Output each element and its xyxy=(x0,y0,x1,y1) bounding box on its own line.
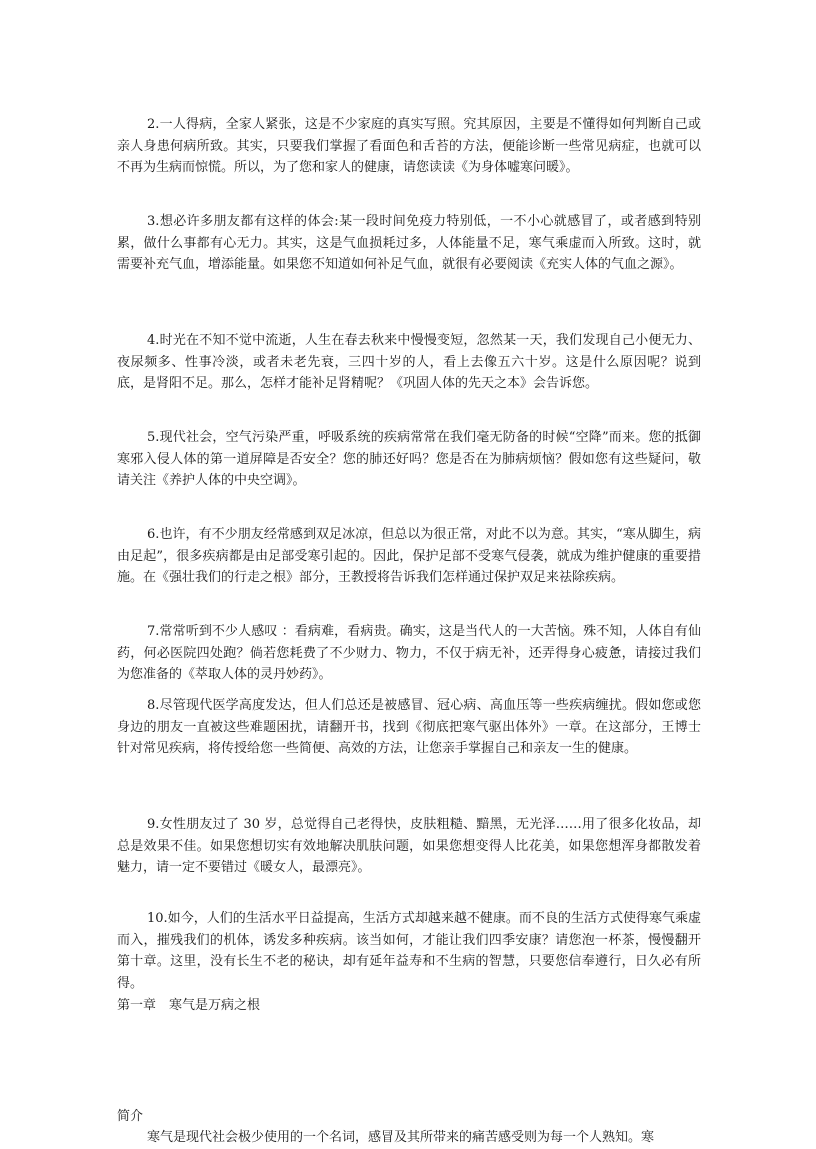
paragraph-6: 6.也许，有不少朋友经常感到双足冰凉，但总以为很正常，对此不以为意。其实，“寒从脚生，病由足起”，很多疾病都是由足部受寒引起的。因此，保护足部不受寒气侵袭，就成为维护健康的重要措施。在《强壮我们的行走之根》部分，王教授将告诉我们怎样通过保护双足来祛除疾病。 xyxy=(117,527,701,585)
paragraph-8: 8.尽管现代医学高度发达，但人们总还是被感冒、冠心病、高血压等一些疾病缠扰。假如您或您身边的朋友一直被这些难题困扰，请翻开书，找到《彻底把寒气驱出体外》一章。在这部分，王博士针对常见疾病，将传授给您一些简便、高效的方法，让您亲手掌握自己和亲友一生的健康。 xyxy=(117,698,701,756)
chapter-title: 第一章 寒气是万病之根 xyxy=(117,998,261,1013)
paragraph-10: 10.如今，人们的生活水平日益提高，生活方式却越来越不健康。而不良的生活方式使得寒气乘虚而入，摧残我们的机体，诱发多种疾病。该当如何，才能让我们四季安康？请您泡一杯茶，慢慢翻开第十章。这里，没有长生不老的秘诀，却有延年益寿和不生病的智慧，只要您信奉遵行，日久必有所得。 xyxy=(117,911,701,991)
paragraph-2: 2.一人得病，全家人紧张，这是不少家庭的真实写照。究其原因，主要是不懂得如何判断自己或亲人身患何病所致。其实，只要我们掌握了看面色和舌苔的方法，便能诊断一些常见病症，也就可以不再为生病而惊慌。所以，为了您和家人的健康，请您读读《为身体嘘寒问暖》。 xyxy=(117,117,701,175)
paragraph-7: 7.常常听到不少人感叹 ：看病难，看病贵。确实，这是当代人的一大苦恼。殊不知，人体自有仙药，何必医院四处跑？倘若您耗费了不少财力、物力，不仅于病无补，还弄得身心疲惫，请接过我们为您准备的《萃取人体的灵丹妙药》。 xyxy=(117,624,701,682)
paragraph-5: 5.现代社会，空气污染严重，呼吸系统的疾病常常在我们毫无防备的时候“空降”而来。您的抵御寒邪入侵人体的第一道屏障是否安全？您的肺还好吗？您是否在为肺病烦恼？假如您有这些疑问，敬请关注《养护人体的中央空调》。 xyxy=(117,430,701,488)
intro-paragraph: 寒气是现代社会极少使用的一个名词，感冒及其所带来的痛苦感受则为每一个人熟知。寒 xyxy=(147,1130,655,1145)
paragraph-3: 3.想必许多朋友都有这样的体会:某一段时间免疫力特别低，一不小心就感冒了，或者感到特别累，做什么事都有心无力。其实，这是气血损耗过多，人体能量不足，寒气乘虚而入所致。这时，就需要补充气血，增添能量。如果您不知道如何补足气血，就很有必要阅读《充实人体的气血之源》。 xyxy=(117,214,701,272)
paragraph-9: 9.女性朋友过了 30 岁，总觉得自己老得快，皮肤粗糙、黯黑，无光泽……用了很多化妆品，却总是效果不佳。如果您想切实有效地解决肌肤问题，如果您想变得人比花美，如果您想浑身都散发着魅力，请一定不要错过《暖女人，最漂亮》。 xyxy=(117,817,701,875)
paragraph-4: 4.时光在不知不觉中流逝，人生在春去秋来中慢慢变短，忽然某一天，我们发现自己小便无力、夜尿频多、性事冷淡，或者未老先衰，三四十岁的人，看上去像五六十岁。这是什么原因呢？说到底，是肾阳不足。那么，怎样才能补足肾精呢？《巩固人体的先天之本》会告诉您。 xyxy=(117,333,701,391)
intro-title: 简介 xyxy=(117,1109,144,1124)
